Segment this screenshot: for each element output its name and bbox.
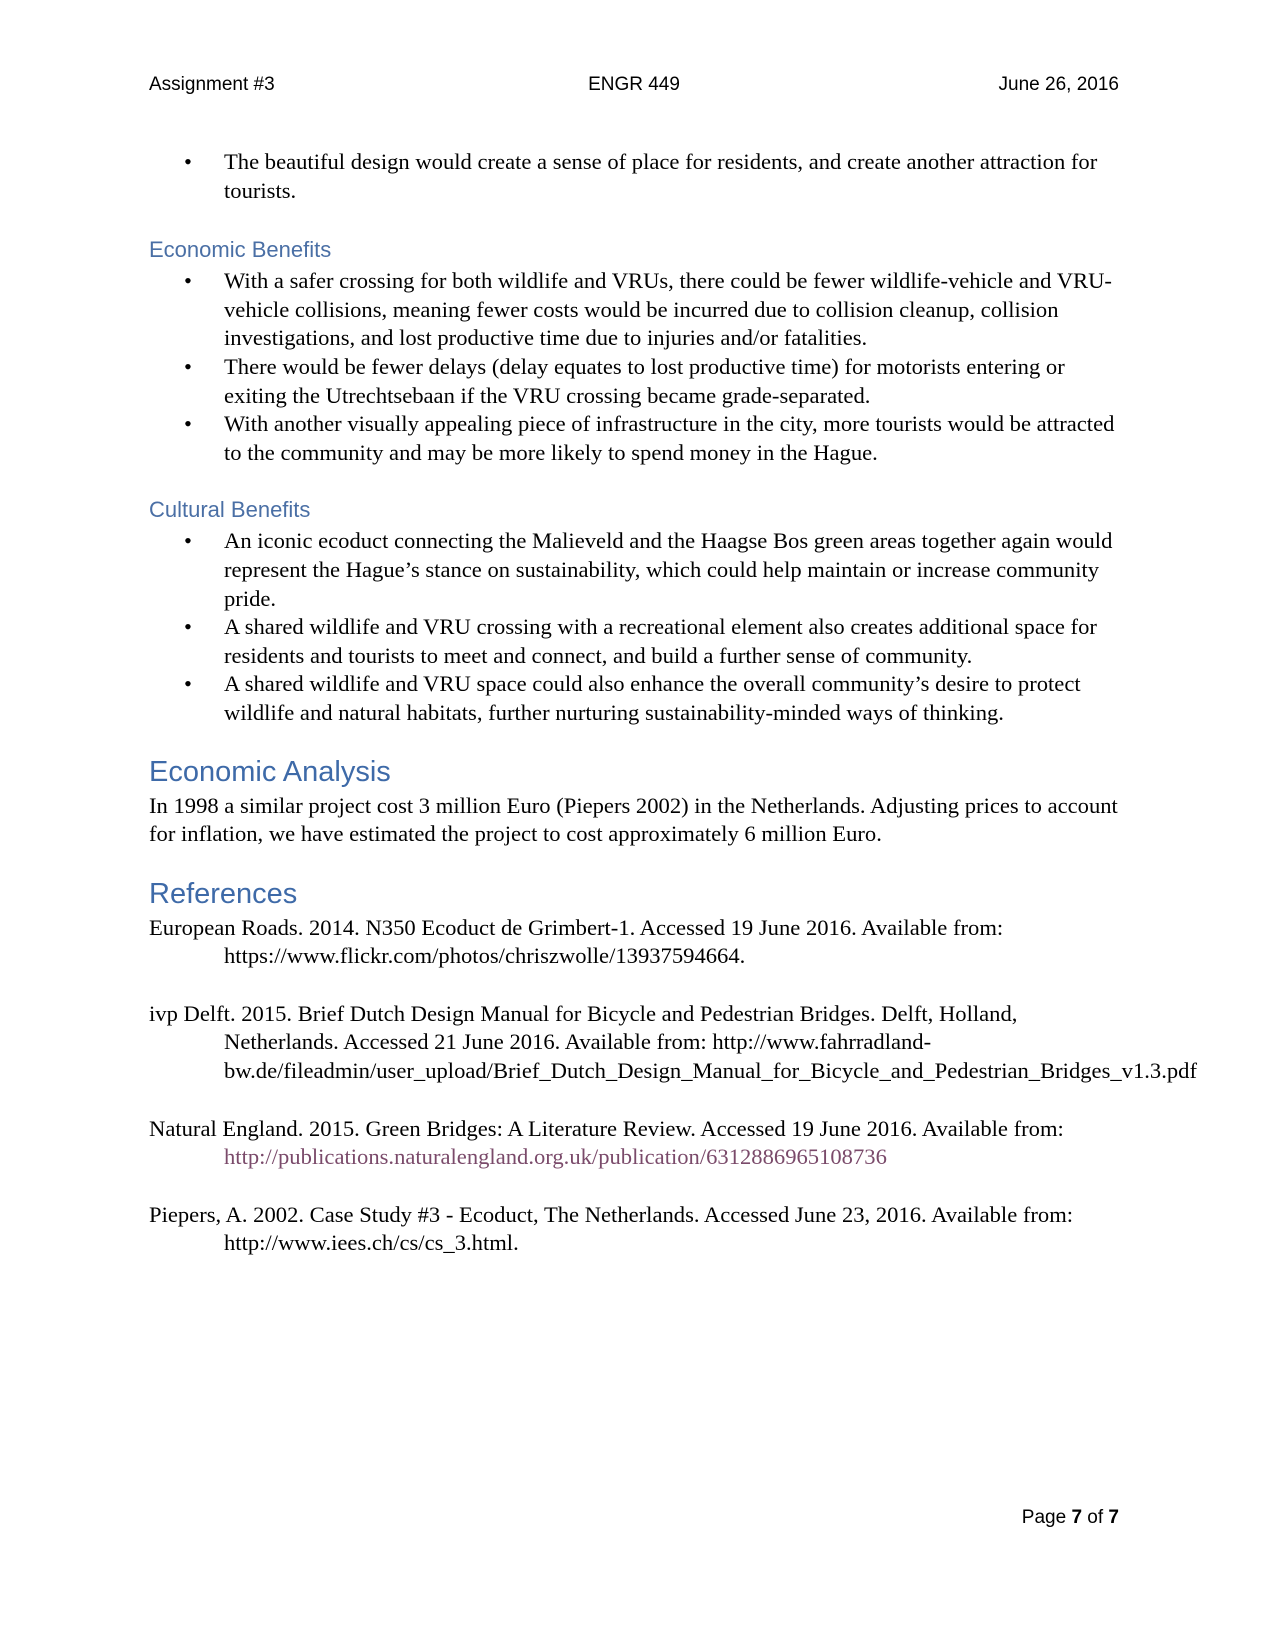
bullet-icon: •	[184, 149, 192, 174]
page-content	[149, 148, 1197, 1258]
list-item: • A shared wildlife and VRU crossing with a recreational element also creates additional space for residents and tourists to meet and connect, and build a further sense of community.	[184, 614, 1097, 668]
references-list	[149, 914, 1197, 1258]
bullet-icon: •	[184, 353, 192, 379]
cultural-benefits-list	[149, 527, 1124, 727]
economic-analysis-text: In 1998 a similar project cost 3 million Euro (Piepers 2002) in the Netherlands. Adjusting prices to account for inflation, we have estimated the project to cost approximately 6 million Euro.	[149, 792, 1118, 847]
bullet-icon: •	[184, 614, 192, 640]
reference-item: Natural England. 2015. Green Bridges: A Literature Review. Accessed 19 June 2016. Available from: http://publications.naturalengland.org.uk/publication/6312886965108736	[149, 1115, 1064, 1170]
bullet-icon: •	[184, 671, 192, 697]
economic-benefits-heading: Economic Benefits	[149, 237, 332, 263]
economic-analysis-heading: Economic Analysis	[149, 755, 391, 788]
list-item: • The beautiful design would create a sense of place for residents, and create another attraction for tourists.	[184, 149, 1098, 203]
current-page: 7	[1071, 1507, 1083, 1528]
cultural-benefits-heading: Cultural Benefits	[149, 497, 311, 523]
references-heading: References	[149, 877, 298, 910]
intro-bullet-list	[149, 148, 1124, 205]
header-date: June 26, 2016	[998, 74, 1119, 95]
reference-link[interactable]: http://publications.naturalengland.org.uk/publication/6312886965108736	[224, 1144, 887, 1170]
page-number: Page 7 of 7	[1021, 1507, 1119, 1528]
bullet-icon: •	[184, 528, 192, 554]
reference-item: European Roads. 2014. N350 Ecoduct de Grimbert-1. Accessed 19 June 2016. Available from: https://www.flickr.com/photos/chriszwolle/13937594664.	[149, 914, 1004, 969]
list-item: • With another visually appealing piece of infrastructure in the city, more tourists would be attracted to the community and may be more likely to spend money in the Hague.	[184, 411, 1115, 465]
list-item: • With a safer crossing for both wildlife and VRUs, there could be fewer wildlife-vehicle and VRU-vehicle collisions, meaning fewer costs would be incurred due to collision cleanup, collision investigations, and lost productive time due to injuries and/or fatalities.	[184, 268, 1112, 351]
economic-benefits-list	[149, 267, 1124, 467]
total-pages: 7	[1108, 1507, 1119, 1528]
header-assignment: Assignment #3	[149, 74, 275, 95]
list-item: • There would be fewer delays (delay equates to lost productive time) for motorists entering or exiting the Utrechtsebaan if the VRU crossing became grade-separated.	[184, 353, 1065, 408]
bullet-icon: •	[184, 268, 192, 294]
header-course: ENGR 449	[588, 74, 680, 95]
reference-item: Piepers, A. 2002. Case Study #3 - Ecoduct, The Netherlands. Accessed June 23, 2016. Available from: http://www.iees.ch/cs/cs_3.html.	[149, 1201, 1074, 1256]
list-item: • A shared wildlife and VRU space could also enhance the overall community’s desire to protect wildlife and natural habitats, further nurturing sustainability-minded ways of thinking.	[184, 671, 1081, 725]
list-item: • An iconic ecoduct connecting the Malieveld and the Haagse Bos green areas together again would represent the Hague’s stance on sustainability, which could help maintain or increase community pride.	[184, 528, 1113, 611]
bullet-icon: •	[184, 411, 192, 437]
reference-item: ivp Delft. 2015. Brief Dutch Design Manual for Bicycle and Pedestrian Bridges. Delft, Holland, Netherlands. Accessed 21 June 2016. Available from: http://www.fahrradland-bw.de/fileadmin/user_upload/Brief_Dutch_Design_Manual_for_Bicycle_and_Pedestrian_Bridges_v1.3.pdf	[149, 1000, 1197, 1084]
